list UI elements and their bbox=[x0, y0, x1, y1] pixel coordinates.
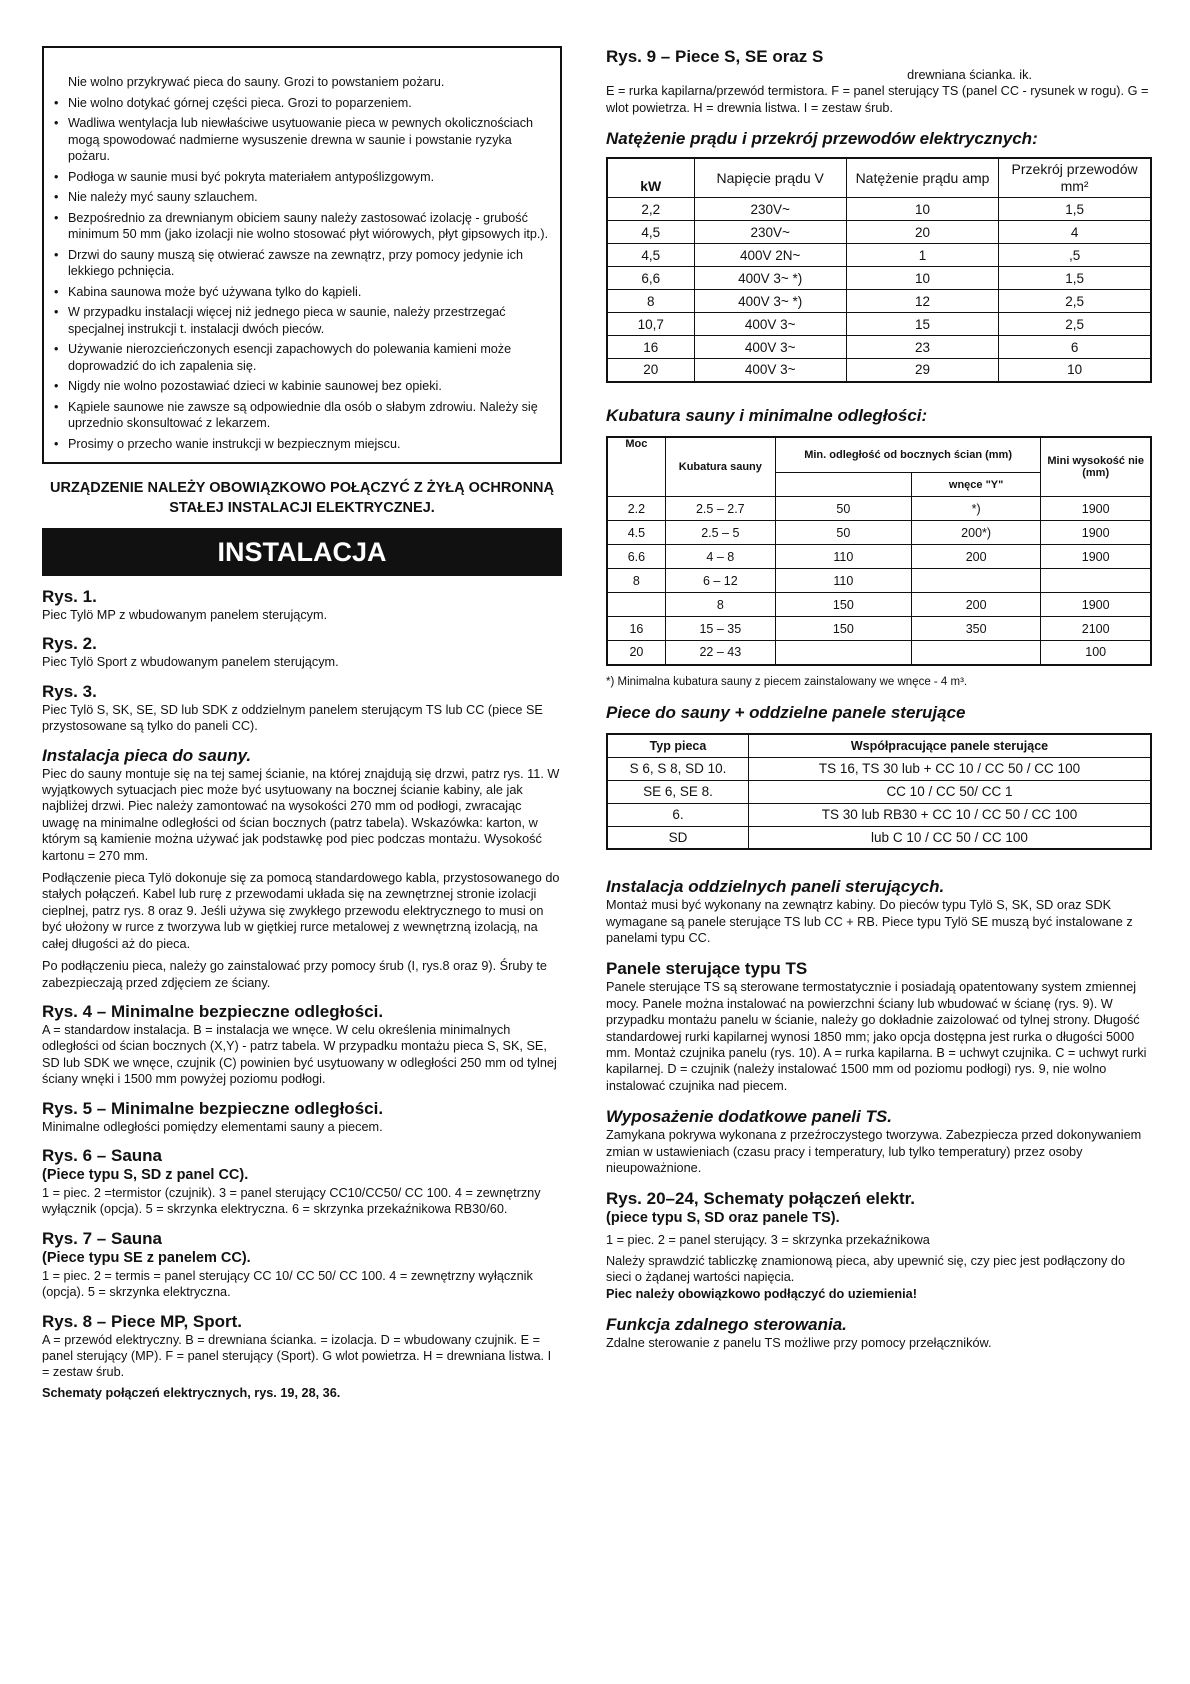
warning-item: • Wadliwa wentylacja lub niewłaściwe usytuowanie pieca w pewnych okolicznościach mogą spowodować nadmierne wysuszenie drewna w saunie i powstanie ryzyka pożaru. bbox=[54, 116, 534, 163]
column-header: Typ pieca bbox=[607, 734, 748, 757]
wiring-schemes-legend: 1 = piec. 2 = panel sterujący. 3 = skrzynka przekaźnikowa bbox=[606, 1233, 930, 1248]
table-cell: 350 bbox=[911, 617, 1041, 641]
table-cell: 22 – 43 bbox=[665, 641, 775, 665]
cubature-note: *) Minimalna kubatura sauny z piecem zainstalowany we wnęce - 4 m³. bbox=[606, 675, 968, 688]
table-cell: lub C 10 / CC 50 / CC 100 bbox=[748, 826, 1151, 849]
table-cell: 400V 3~ bbox=[694, 359, 846, 382]
table-cell: 2,5 bbox=[999, 313, 1151, 336]
cubature-heading: Kubatura sauny i minimalne odległości: bbox=[606, 405, 928, 425]
table-cell: 10 bbox=[999, 359, 1151, 382]
rys2-text: Piec Tylö Sport z wbudowanym panelem sterującym. bbox=[42, 655, 339, 670]
table-cell: 4,5 bbox=[607, 221, 694, 244]
table-cell: SE 6, SE 8. bbox=[607, 780, 748, 803]
column-header: Min. odległość od bocznych ścian (mm) bbox=[775, 437, 1041, 473]
table-cell: 50 bbox=[775, 497, 911, 521]
column-header: Natężenie prądu amp bbox=[846, 158, 998, 198]
stove-installation-text-1: Piec do sauny montuje się na tej samej ścianie, na której znajdują się drzwi, patrz rys. 11. W wyjątkowych sytuacjach piec może być usytuowany na bocznej ścianie kabiny, ale jak najbliżej drzwi. Piec należy zamontować na wysokości 270 mm od podłogi, zwracając uwagę na minimalne odległości od ścian bocznych (patrz tabela). Wskazówka: karton, w którym są kamienie można używać jak podstawkę pod piec podczas montażu. Wysokość kartonu = 270 mm. bbox=[42, 766, 560, 863]
rys1-text: Piec Tylö MP z wbudowanym panelem sterującym. bbox=[42, 608, 328, 622]
column-header-sub bbox=[775, 473, 911, 497]
column-header: Przekrój przewodów mm² bbox=[999, 158, 1151, 198]
table-cell: 100 bbox=[1041, 641, 1151, 665]
current-table-heading: Natężenie prądu i przekrój przewodów elektrycznych: bbox=[606, 129, 1038, 149]
table-row bbox=[607, 593, 1151, 617]
table-row bbox=[607, 757, 1151, 780]
table-cell: SD bbox=[607, 826, 748, 849]
right-column bbox=[606, 46, 1152, 1351]
table-cell: 110 bbox=[775, 569, 911, 593]
rys4-text: A = standardow instalacja. B = instalacja we wnęce. W celu określenia minimalnych odległości od ścian bocznych (X,Y) - patrz tabela. W przypadku montażu pieca S, SK, SE, SD lub SDK we wnęce, czujnik (C) powinien być usytuowany w odległości 250 mm od tylnej ściany wnęki i 1500 mm powyżej poziomu podłogi. bbox=[42, 1022, 557, 1087]
column-header: Kubatura sauny bbox=[665, 437, 775, 497]
table-cell: 6. bbox=[607, 803, 748, 826]
panels-heading: Piece do sauny + oddzielne panele sterujące bbox=[606, 703, 966, 723]
table-cell: 200*) bbox=[911, 521, 1041, 545]
warning-item: • W przypadku instalacji więcej niż jednego pieca w saunie, należy przestrzegać specjalnej instrukcji t. instalacji dwóch pieców. bbox=[54, 305, 506, 336]
warning-intro: Nie wolno przykrywać pieca do sauny. Grozi to powstaniem pożaru. bbox=[68, 75, 445, 89]
table-cell: 1 bbox=[846, 244, 998, 267]
table-row bbox=[607, 521, 1151, 545]
table-cell bbox=[1041, 569, 1151, 593]
table-cell: 110 bbox=[775, 545, 911, 569]
warning-item: • Podłoga w saunie musi być pokryta materiałem antypoślizgowym. bbox=[54, 169, 435, 184]
table-row bbox=[607, 617, 1151, 641]
table-cell: 4,5 bbox=[607, 244, 694, 267]
table-row bbox=[607, 267, 1151, 290]
installation-title: INSTALACJA bbox=[42, 528, 562, 576]
left-column bbox=[42, 46, 562, 1401]
table-row bbox=[607, 221, 1151, 244]
column-header: Moc bbox=[607, 437, 665, 497]
table-cell: 230V~ bbox=[694, 198, 846, 221]
table-row bbox=[607, 336, 1151, 359]
table-cell: 15 – 35 bbox=[665, 617, 775, 641]
rys8-heading: Rys. 8 – Piece MP, Sport. bbox=[42, 1311, 242, 1331]
warning-item: • Drzwi do sauny muszą się otwierać zawsze na zewnątrz, przy pomocy jedynie ich lekkiego pchnięcia. bbox=[54, 247, 523, 278]
table-cell: TS 16, TS 30 lub + CC 10 / CC 50 / CC 100 bbox=[748, 757, 1151, 780]
table-cell: 1,5 bbox=[999, 267, 1151, 290]
column-header: Mini wysokość nie (mm) bbox=[1041, 437, 1151, 497]
table-cell: 15 bbox=[846, 313, 998, 336]
table-cell: 230V~ bbox=[694, 221, 846, 244]
wiring-schemes-heading: Rys. 20–24, Schematy połączeń elektr. bbox=[606, 1189, 916, 1209]
table-row bbox=[607, 244, 1151, 267]
rys6-heading: Rys. 6 – Sauna bbox=[42, 1145, 163, 1165]
table-cell: 1900 bbox=[1041, 545, 1151, 569]
table-cell bbox=[775, 641, 911, 665]
table-cell: 4 bbox=[999, 221, 1151, 244]
table-cell: 2.5 – 2.7 bbox=[665, 497, 775, 521]
warning-item: • Kabina saunowa może być używana tylko do kąpieli. bbox=[54, 284, 362, 299]
grounding-warning: Piec należy obowiązkowo podłączyć do uziemienia! bbox=[606, 1286, 917, 1301]
rys6-subheading: (Piece typu S, SD z panel CC). bbox=[42, 1166, 249, 1183]
table-cell: 2100 bbox=[1041, 617, 1151, 641]
table-cell: 6,6 bbox=[607, 267, 694, 290]
stove-installation-heading: Instalacja pieca do sauny. bbox=[42, 745, 252, 765]
table-cell: 6.6 bbox=[607, 545, 665, 569]
table-cell: 1900 bbox=[1041, 521, 1151, 545]
rys9-text-1: drewniana ścianka. ik. bbox=[907, 68, 1032, 82]
column-header-sub: wnęce "Y" bbox=[911, 473, 1041, 497]
table-cell: 6 bbox=[999, 336, 1151, 359]
table-cell: 50 bbox=[775, 521, 911, 545]
stove-installation-text-2: Podłączenie pieca Tylö dokonuje się za pomocą standardowego kabla, przystosowanego do stałych połączeń. Kabel lub rurę z przewodami układa się na zewnętrznej stronie izolacji cieplnej, patrz rys. 8 oraz 9. Jeśli używa się zwykłego przewodu elektrycznego to musi on być ułożony w rurce z tworzywa lub w giętkiej rurce metalowej z wewnętrzną izolacją, na całej długości aż do pieca. bbox=[42, 871, 560, 951]
table-row bbox=[607, 313, 1151, 336]
table-row bbox=[607, 641, 1151, 665]
table-cell: 8 bbox=[607, 290, 694, 313]
table-cell: 8 bbox=[665, 593, 775, 617]
rys1-heading: Rys. 1. bbox=[42, 587, 97, 606]
warning-item: • Nie wolno dotykać górnej części pieca. Grozi to poparzeniem. bbox=[54, 95, 412, 110]
table-row bbox=[607, 826, 1151, 849]
table-cell: 20 bbox=[607, 359, 694, 382]
table-cell: 8 bbox=[607, 569, 665, 593]
table-cell bbox=[911, 569, 1041, 593]
table-cell: 150 bbox=[775, 593, 911, 617]
table-cell: 400V 3~ *) bbox=[694, 290, 846, 313]
table-cell: 12 bbox=[846, 290, 998, 313]
table-cell: 10 bbox=[846, 198, 998, 221]
column-header: Napięcie prądu V bbox=[694, 158, 846, 198]
table-row bbox=[607, 545, 1151, 569]
table-cell: 400V 2N~ bbox=[694, 244, 846, 267]
table-cell: 29 bbox=[846, 359, 998, 382]
table-cell: 200 bbox=[911, 545, 1041, 569]
table-cell: 400V 3~ *) bbox=[694, 267, 846, 290]
table-cell: 200 bbox=[911, 593, 1041, 617]
warning-item: • Nigdy nie wolno pozostawiać dzieci w kabinie saunowej bez opieki. bbox=[54, 379, 442, 393]
table-cell: 10 bbox=[846, 267, 998, 290]
ts-panels-heading: Panele sterujące typu TS bbox=[606, 959, 808, 979]
table-cell: 23 bbox=[846, 336, 998, 359]
wiring-schemes-text: Należy sprawdzić tabliczkę znamionową pieca, aby upewnić się, czy piec jest podłączony do sieci o żądanej wartości napięcia. bbox=[606, 1253, 1126, 1285]
table-cell: 6 – 12 bbox=[665, 569, 775, 593]
accessories-text: Zamykana pokrywa wykonana z przeźroczystego tworzywa. Zabezpiecza przed dokonywaniem zmian w ustawieniach (czasu pracy i temperatury, lub tylko temperatury) przez osoby nieupoważnione. bbox=[606, 1128, 1142, 1175]
table-cell: 2,2 bbox=[607, 198, 694, 221]
column-header: kW bbox=[607, 158, 694, 198]
safety-warnings-box bbox=[42, 46, 562, 464]
rys2-heading: Rys. 2. bbox=[42, 634, 97, 654]
rys7-subheading: (Piece typu SE z panelem CC). bbox=[42, 1249, 251, 1266]
rys7-heading: Rys. 7 – Sauna bbox=[42, 1228, 163, 1248]
warning-item: • Bezpośrednio za drewnianym obiciem sauny należy zastosować izolację - grubość minimum 50 mm (jako izolacji nie wolno stosować płyt wiórowych, płyt gipsowych itp.). bbox=[54, 210, 549, 241]
table-cell: 2.2 bbox=[607, 497, 665, 521]
table-cell: 2.5 – 5 bbox=[665, 521, 775, 545]
table-cell: 150 bbox=[775, 617, 911, 641]
table-cell: 20 bbox=[846, 221, 998, 244]
table-cell: *) bbox=[911, 497, 1041, 521]
column-header: Współpracujące panele sterujące bbox=[748, 734, 1151, 757]
warning-item: • Kąpiele saunowe nie zawsze są odpowiednie dla osób o słabym zdrowiu. Należy się uprzednio skonsultować z lekarzem. bbox=[54, 399, 538, 430]
cubature-table bbox=[606, 436, 1152, 666]
separate-panels-heading: Instalacja oddzielnych paneli sterujących. bbox=[606, 877, 945, 897]
accessories-heading: Wyposażenie dodatkowe paneli TS. bbox=[606, 1107, 892, 1127]
rys3-text: Piec Tylö S, SK, SE, SD lub SDK z oddzielnym panelem sterującym TS lub CC (piece SE przystosowane są tylko do paneli CC). bbox=[42, 702, 543, 734]
panels-table bbox=[606, 733, 1152, 850]
table-cell: 1900 bbox=[1041, 497, 1151, 521]
table-row bbox=[607, 803, 1151, 826]
table-cell bbox=[607, 593, 665, 617]
table-cell: 20 bbox=[607, 641, 665, 665]
current-table bbox=[606, 157, 1152, 383]
table-cell: ,5 bbox=[999, 244, 1151, 267]
warning-item: • Używanie nierozcieńczonych esencji zapachowych do polewania kamieni może doprowadzić do ich zapalenia się. bbox=[54, 342, 512, 373]
table-cell bbox=[911, 641, 1041, 665]
rys6-text: 1 = piec. 2 =termistor (czujnik). 3 = panel sterujący CC10/CC50/ CC 100. 4 = zewnętrzny wyłącznik (opcja). 5 = skrzynka elektryczna. 6 = skrzynka przekaźnikowa RB30/60. bbox=[42, 1185, 541, 1217]
table-cell: 16 bbox=[607, 336, 694, 359]
wiring-diagrams-note: Schematy połączeń elektrycznych, rys. 19, 28, 36. bbox=[42, 1385, 341, 1400]
table-row bbox=[607, 497, 1151, 521]
remote-control-text: Zdalne sterowanie z panelu TS możliwe przy pomocy przełączników. bbox=[606, 1336, 992, 1351]
table-cell: 4.5 bbox=[607, 521, 665, 545]
table-cell: S 6, S 8, SD 10. bbox=[607, 757, 748, 780]
stove-installation-text-3: Po podłączeniu pieca, należy go zainstalować przy pomocy śrub (I, rys.8 oraz 9). Śruby te zabezpieczają przed zdjęciem ze ściany. bbox=[42, 959, 547, 990]
table-cell: CC 10 / CC 50/ CC 1 bbox=[748, 780, 1151, 803]
table-row bbox=[607, 198, 1151, 221]
rys4-heading: Rys. 4 – Minimalne bezpieczne odległości. bbox=[42, 1001, 384, 1021]
table-cell: 400V 3~ bbox=[694, 313, 846, 336]
table-row bbox=[607, 780, 1151, 803]
table-cell: 1,5 bbox=[999, 198, 1151, 221]
rys5-heading: Rys. 5 – Minimalne bezpieczne odległości. bbox=[42, 1098, 384, 1118]
wiring-schemes-subheading: (piece typu S, SD oraz panele TS). bbox=[606, 1210, 840, 1227]
warning-item: • Prosimy o przecho wanie instrukcji w bezpiecznym miejscu. bbox=[54, 436, 401, 451]
grounding-notice: URZĄDZENIE NALEŻY OBOWIĄZKOWO POŁĄCZYĆ Z ŻYŁĄ OCHRONNĄ STAŁEJ INSTALACJI ELEKTRYCZNEJ. bbox=[50, 480, 554, 516]
rys7-text: 1 = piec. 2 = termis = panel sterujący CC 10/ CC 50/ CC 100. 4 = zewnętrzny wyłącznik (opcja). 5 = skrzynka elektryczna. bbox=[42, 1268, 533, 1300]
table-row bbox=[607, 569, 1151, 593]
table-row bbox=[607, 359, 1151, 382]
warning-item: • Nie należy myć sauny szlauchem. bbox=[54, 190, 258, 204]
table-cell: 16 bbox=[607, 617, 665, 641]
table-cell: 4 – 8 bbox=[665, 545, 775, 569]
rys9-heading: Rys. 9 – Piece S, SE oraz S bbox=[606, 47, 824, 66]
table-cell: TS 30 lub RB30 + CC 10 / CC 50 / CC 100 bbox=[748, 803, 1151, 826]
table-cell: 2,5 bbox=[999, 290, 1151, 313]
ts-panels-text: Panele sterujące TS są sterowane termostatycznie i posiadają opatentowany system zmiennej mocy. Panele można instalować na powierzchni ściany lub wbudować w ścianę (rys. 9). W przypadku montażu panelu w ścianie, należy go dokładnie zaizolować od tylnej strony. Długość standardowej rurki kapilarnej wynosi 1850 mm; jako opcja dostępna jest rurka o długości 5000 mm. Montaż czujnika panelu (rys. 10). A = rurka kapilarna. B = uchwyt czujnika. C = uchwyt rurki kapilarnej. D = czujnik (należy instalować 1500 mm od poziomu podłogi) rys. 9, nie wolno instalować czujnika nad piecem. bbox=[606, 980, 1147, 1093]
table-row bbox=[607, 290, 1151, 313]
table-cell: 10,7 bbox=[607, 313, 694, 336]
separate-panels-text: Montaż musi być wykonany na zewnątrz kabiny. Do pieców typu Tylö S, SK, SD oraz SDK wymagane są panele sterujące TS lub CC + RB. Piece typu Tylö SE muszą być instalowane z panelami typu CC. bbox=[606, 898, 1133, 945]
rys3-heading: Rys. 3. bbox=[42, 681, 97, 701]
remote-control-heading: Funkcja zdalnego sterowania. bbox=[606, 1315, 847, 1335]
table-cell: 400V 3~ bbox=[694, 336, 846, 359]
rys8-text: A = przewód elektryczny. B = drewniana ścianka. = izolacja. D = wbudowany czujnik. E = panel sterujący (MP). F = panel sterujący (Sport). G wlot powietrza. H = drewniana listwa. I = zestaw śrub. bbox=[42, 1332, 552, 1380]
rys5-text: Minimalne odległości pomiędzy elementami sauny a piecem. bbox=[42, 1119, 383, 1134]
rys9-text-2: E = rurka kapilarna/przewód termistora. F = panel sterujący TS (panel CC - rysunek w rogu). G = wlot powietrza. H = drewnia listwa. I = zestaw śrub. bbox=[606, 84, 1149, 115]
table-cell: 1900 bbox=[1041, 593, 1151, 617]
